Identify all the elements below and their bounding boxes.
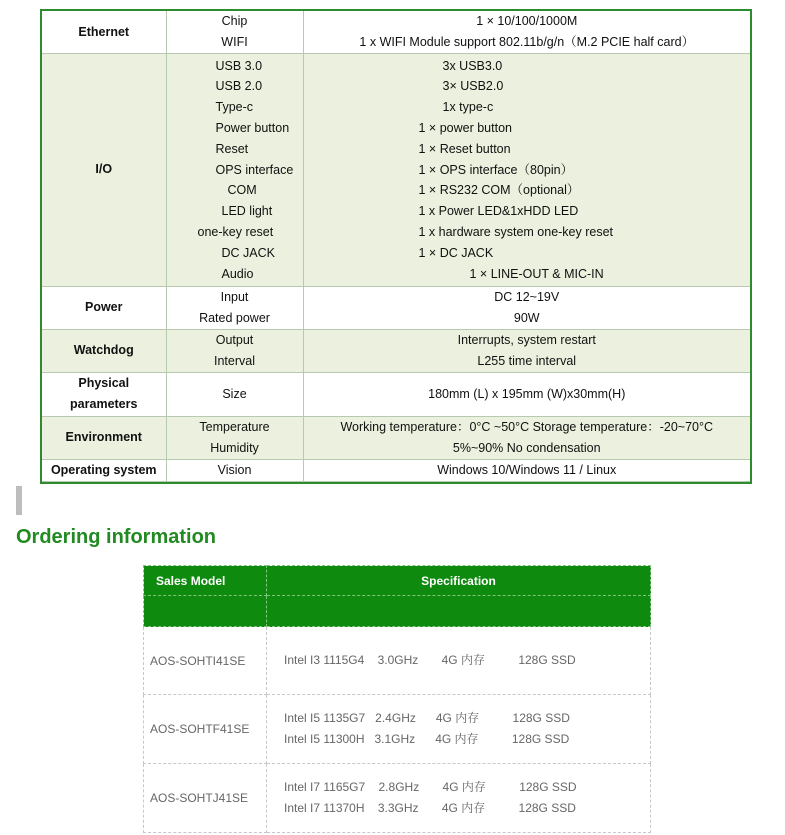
spec-item-value: 1 x Power LED&1xHDD LED [418, 204, 579, 219]
spec-item-value: Windows 10/Windows 11 / Linux [437, 462, 617, 477]
spec-item-label: Humidity [210, 440, 259, 455]
spec-item-label: Interval [214, 353, 255, 368]
section-marker-bar [16, 486, 22, 515]
spec-item-labels [166, 459, 303, 481]
specification-cell [267, 627, 651, 695]
sales-model-cell: AOS-SOHTJ41SE [144, 764, 267, 833]
spec-row [42, 11, 750, 54]
spec-item-value: 1 × LINE-OUT & MIC-IN [469, 266, 604, 281]
spec-item-label: Audio [221, 266, 254, 281]
spec-item-label: Vision [217, 462, 252, 477]
specification-line: Intel I7 1165G7 2.8GHz 4G 内存 128G SSD [284, 780, 577, 794]
spec-item-values [303, 373, 750, 417]
spec-item-label: WIFI [221, 35, 248, 50]
spec-item-value: 1 × RS232 COM（optional） [418, 183, 580, 198]
spec-item-values [303, 286, 750, 329]
spec-item-value: 1 × power button [418, 120, 512, 135]
spec-item-label: USB 2.0 [215, 79, 263, 94]
specification-line: Intel I3 1115G4 3.0GHz 4G 内存 128G SSD [284, 653, 576, 667]
spec-item-values [303, 54, 750, 287]
table-row [144, 764, 651, 833]
spec-category: I/O [42, 54, 166, 287]
spec-item-label: one-key reset [197, 224, 274, 239]
spec-row [42, 286, 750, 329]
spec-row [42, 416, 750, 459]
spec-item-value: 180mm (L) x 195mm (W)x30mm(H) [428, 386, 626, 401]
spec-item-label: Power button [215, 120, 290, 135]
spec-item-label: USB 3.0 [215, 58, 263, 73]
spec-item-label: Rated power [199, 310, 270, 325]
specification-header: Specification [267, 566, 651, 596]
spec-item-value: Working temperature：0°C ~50°C Storage temperature：-20~70°C [340, 419, 714, 434]
spec-item-label: LED light [221, 204, 273, 219]
spec-item-value: 1 × 10/100/1000M [476, 14, 578, 29]
spec-category: Watchdog [42, 329, 166, 372]
spec-row [42, 459, 750, 481]
spec-item-label: DC JACK [221, 245, 275, 260]
spec-item-value: DC 12~19V [494, 290, 560, 305]
spec-item-labels [166, 373, 303, 417]
specification-line: Intel I7 11370H 3.3GHz 4G 内存 128G SSD [284, 801, 576, 815]
spec-item-value: 5%~90% No condensation [452, 440, 601, 455]
sales-model-cell: AOS-SOHTF41SE [144, 695, 267, 764]
spec-item-label: Type-c [215, 100, 254, 115]
spec-item-label: Reset [215, 141, 249, 156]
spec-table [40, 9, 752, 484]
spec-item-value: 1 × DC JACK [418, 245, 494, 260]
spec-item-values [303, 11, 750, 54]
spec-item-labels [166, 54, 303, 287]
spec-item-value: L255 time interval [477, 353, 577, 368]
spec-item-label: Size [222, 386, 247, 401]
spec-item-value: 1x type-c [442, 100, 494, 115]
ordering-table [143, 565, 651, 833]
spec-item-label: Input [220, 290, 249, 305]
specification-line: Intel I5 1135G7 2.4GHz 4G 内存 128G SSD [284, 711, 570, 725]
spec-category: Environment [42, 416, 166, 459]
specification-cell [267, 695, 651, 764]
spec-item-values [303, 416, 750, 459]
spec-item-label: Temperature [199, 419, 270, 434]
spec-item-label: Chip [221, 14, 248, 29]
spec-item-label: OPS interface [215, 162, 294, 177]
spec-item-labels [166, 11, 303, 54]
spec-item-value: 3x USB3.0 [442, 58, 503, 73]
spec-item-value: Interrupts, system restart [457, 333, 596, 348]
spec-item-labels [166, 329, 303, 372]
spec-row [42, 329, 750, 372]
sales-model-header: Sales Model [144, 566, 267, 596]
spec-item-label: Output [215, 333, 254, 348]
spec-category: Ethernet [42, 11, 166, 54]
spec-item-value: 1 x WIFI Module support 802.11b/g/n（M.2 PCIE half card） [359, 35, 695, 50]
spec-category: Physical parameters [42, 373, 166, 417]
spec-category: Operating system [42, 459, 166, 481]
ordering-heading: Ordering information [16, 526, 216, 548]
spec-item-values [303, 329, 750, 372]
specification-cell [267, 764, 651, 833]
header-spacer-row [144, 596, 651, 627]
spec-row [42, 373, 750, 417]
spec-item-value: 1 x hardware system one-key reset [418, 224, 614, 239]
spec-category: Power [42, 286, 166, 329]
sales-model-cell: AOS-SOHTI41SE [144, 627, 267, 695]
spec-item-labels [166, 416, 303, 459]
specification-line: Intel I5 11300H 3.1GHz 4G 内存 128G SSD [284, 732, 570, 746]
spec-item-labels [166, 286, 303, 329]
spec-item-value: 3× USB2.0 [442, 79, 504, 94]
spec-row [42, 54, 750, 287]
spec-item-value: 1 × OPS interface（80pin） [418, 162, 574, 177]
table-row [144, 627, 651, 695]
spec-item-values [303, 459, 750, 481]
table-row [144, 695, 651, 764]
spec-item-value: 90W [513, 310, 540, 325]
spec-item-label: COM [227, 183, 257, 198]
spec-item-value: 1 × Reset button [418, 141, 511, 156]
